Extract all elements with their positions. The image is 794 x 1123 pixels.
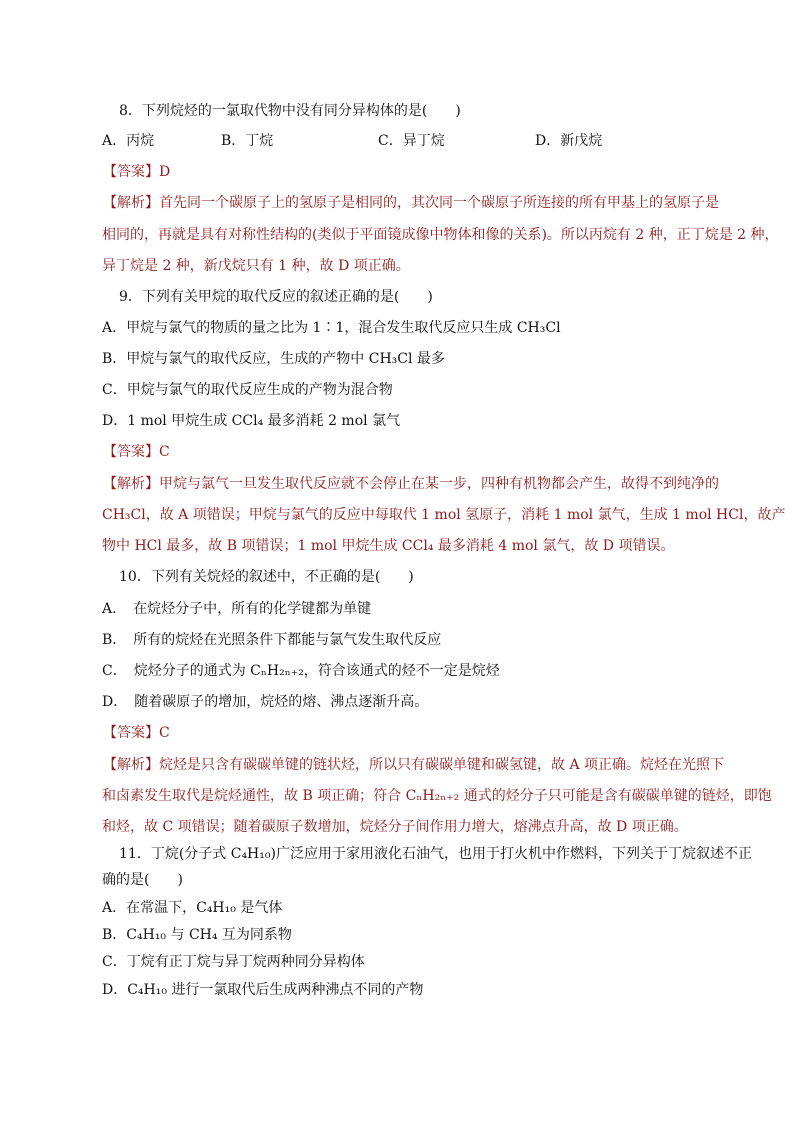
question-8-option-c: C．异丁烷 [378, 133, 445, 149]
question-11-option-c: C．丁烷有正丁烷与异丁烷两种同分异构体 [102, 954, 365, 970]
question-11-option-d: D．C₄H₁₀ 进行一氯取代后生成两种沸点不同的产物 [102, 982, 424, 998]
question-10-option-d: D． 随着碳原子的增加，烷烃的熔、沸点逐渐升高。 [102, 694, 429, 710]
question-8-answer [103, 162, 170, 182]
question-10-option-c: C． 烷烃分子的通式为 CₙH₂ₙ₊₂，符合该通式的烃不一定是烷烃 [102, 663, 500, 679]
question-8-option-b: B．丁烷 [221, 133, 274, 149]
question-8-analysis-line-2: 相同的，再就是具有对称性结构的(类似于平面镜成像中物体和像的关系)。所以丙烷有 2 种，正丁烷是 2 种， [102, 227, 779, 243]
question-9-analysis-line-3: 物中 HCl 最多，故 B 项错误；1 mol 甲烷生成 CCl₄ 最多消耗 4 mol 氯气，故 D 项错误。 [102, 538, 675, 554]
question-10-analysis-line-1 [103, 755, 724, 775]
question-8-analysis-line-1 [103, 193, 719, 213]
question-9-stem: 9．下列有关甲烷的取代反应的叙述正确的是( ) [119, 289, 433, 305]
question-11-stem-line-2: 确的是( ) [102, 872, 183, 888]
question-8-option-a: A．丙烷 [102, 133, 155, 149]
question-9-answer [103, 442, 170, 462]
answer-value: C [159, 444, 170, 460]
question-10-option-b: B． 所有的烷烃在光照条件下都能与氯气发生取代反应 [102, 632, 442, 648]
question-8-stem: 8．下列烷烃的一氯取代物中没有同分异构体的是( ) [119, 103, 461, 119]
answer-value: D [159, 164, 171, 180]
question-9-option-d: D．1 mol 甲烷生成 CCl₄ 最多消耗 2 mol 氯气 [102, 413, 401, 429]
analysis-text: 首先同一个碳原子上的氢原子是相同的，其次同一个碳原子所连接的所有甲基上的氢原子是 [159, 195, 719, 211]
answer-tag: 【答案】 [103, 164, 159, 180]
question-10-analysis-line-3: 和烃，故 C 项错误；随着碳原子数增加，烷烃分子间作用力增大，熔沸点升高，故 D 项正确。 [102, 819, 688, 835]
analysis-tag: 【解析】 [103, 195, 159, 211]
analysis-text: 烷烃是只含有碳碳单键的链状烃，所以只有碳碳单键和碳氢键，故 A 项正确。烷烃在光照下 [159, 757, 725, 773]
question-9-analysis-line-2: CH₃Cl，故 A 项错误；甲烷与氯气的反应中每取代 1 mol 氢原子，消耗 1 mol 氯气，生成 1 mol HCl，故产 [102, 507, 786, 523]
analysis-text: 甲烷与氯气一旦发生取代反应就不会停止在某一步，四种有机物都会产生，故得不到纯净的 [159, 476, 719, 492]
analysis-tag: 【解析】 [103, 757, 159, 773]
question-9-option-b: B．甲烷与氯气的取代反应，生成的产物中 CH₃Cl 最多 [102, 351, 445, 367]
question-11-stem-line-1: 11．丁烷(分子式 C₄H₁₀)广泛应用于家用液化石油气，也用于打火机中作燃料，下列关于丁烷叙述不正 [119, 846, 752, 862]
analysis-tag: 【解析】 [103, 476, 159, 492]
question-10-analysis-line-2: 和卤素发生取代是烷烃通性，故 B 项正确；符合 CₙH₂ₙ₊₂ 通式的烃分子只可能是含有碳碳单键的链烃，即饱 [102, 788, 772, 804]
answer-tag: 【答案】 [103, 725, 159, 741]
question-8-analysis-line-3: 异丁烷是 2 种，新戊烷只有 1 种，故 D 项正确。 [102, 258, 410, 274]
question-9-analysis-line-1 [103, 474, 719, 494]
answer-tag: 【答案】 [103, 444, 159, 460]
question-10-stem: 10．下列有关烷烃的叙述中，不正确的是( ) [119, 569, 414, 585]
question-10-answer [103, 723, 170, 743]
question-8-option-d: D．新戊烷 [535, 133, 603, 149]
question-9-option-c: C．甲烷与氯气的取代反应生成的产物为混合物 [102, 382, 393, 398]
question-10-option-a: A． 在烷烃分子中，所有的化学键都为单键 [102, 601, 372, 617]
question-11-option-b: B．C₄H₁₀ 与 CH₄ 互为同系物 [102, 927, 292, 943]
question-9-option-a: A．甲烷与氯气的物质的量之比为 1∶1，混合发生取代反应只生成 CH₃Cl [102, 320, 561, 336]
question-11-option-a: A．在常温下，C₄H₁₀ 是气体 [102, 900, 283, 916]
answer-value: C [159, 725, 170, 741]
